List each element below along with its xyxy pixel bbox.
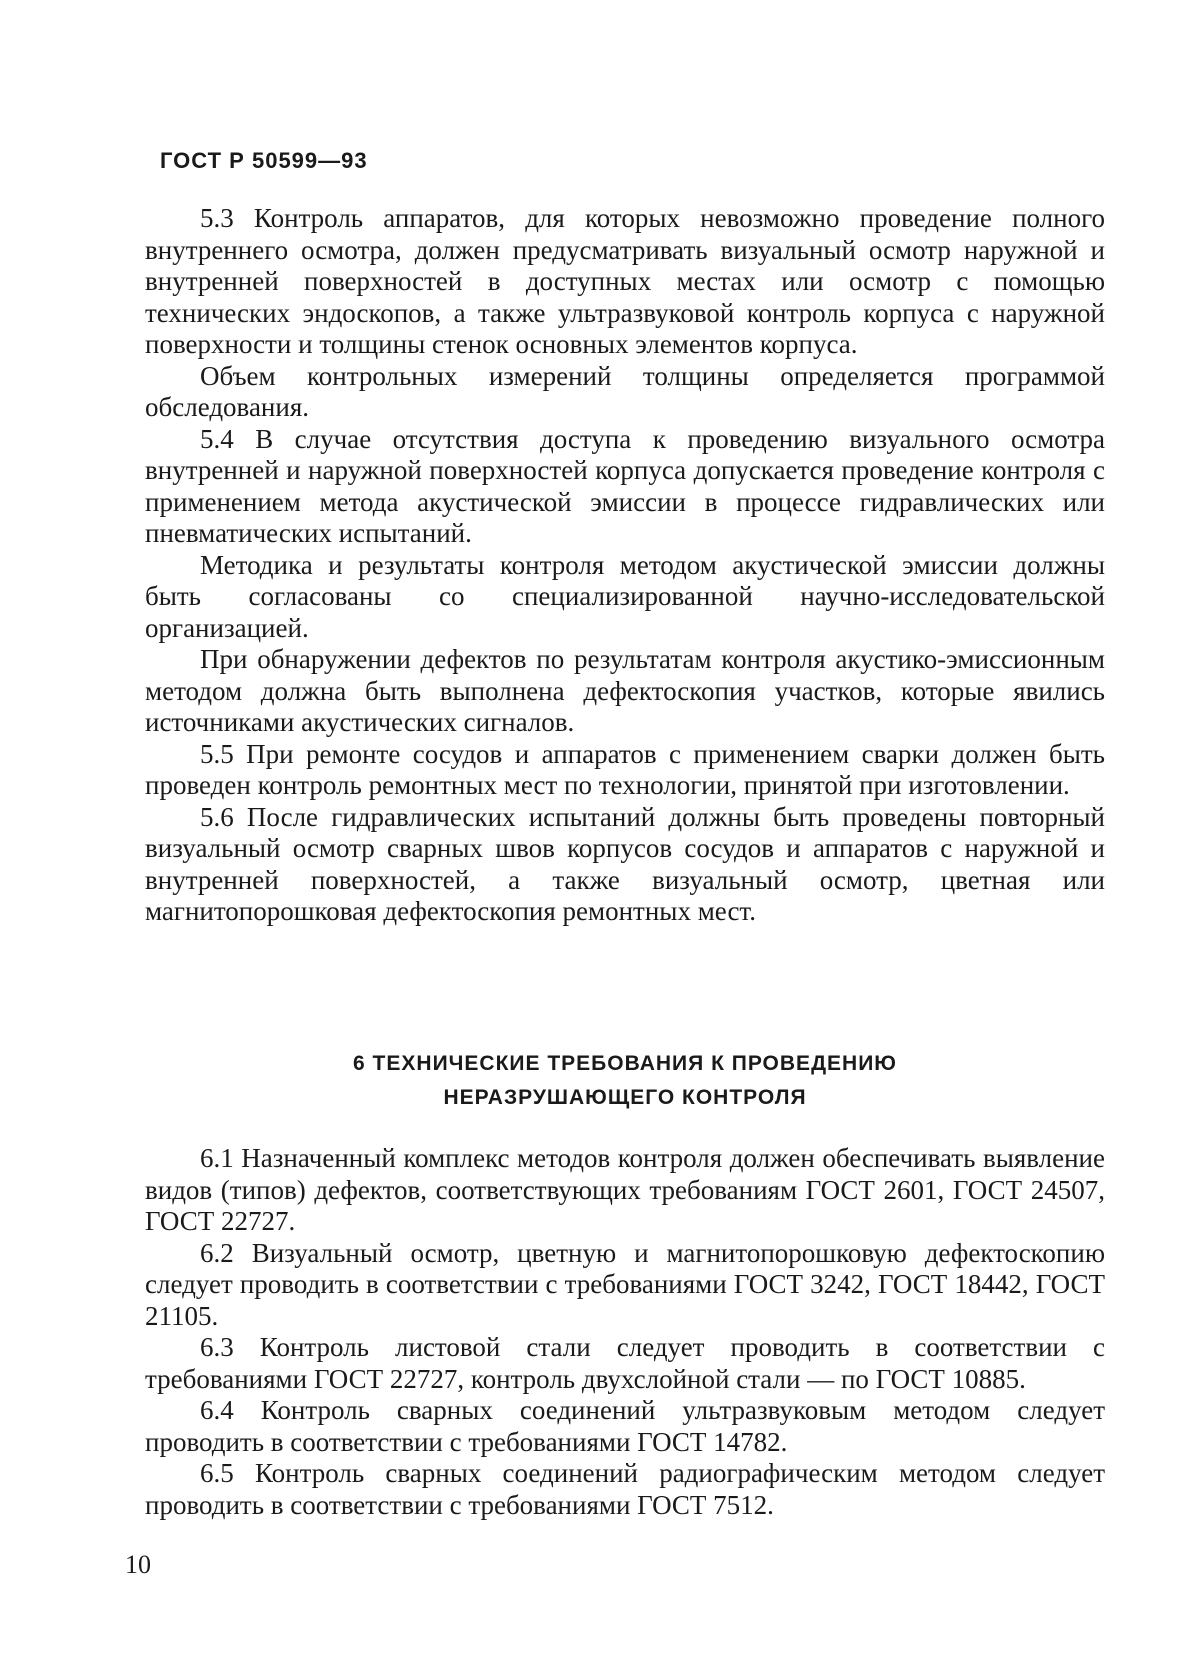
section-6-heading-line-2: НЕРАЗРУШАЮЩЕГО КОНТРОЛЯ xyxy=(443,1086,807,1109)
section-6-body xyxy=(145,1143,1105,1521)
paragraph-5-3: 5.3 Контроль аппаратов, для которых невозможно проведение полного внутреннего осмотра, должен предусматривать визуальный осмотр наружной и внутренней поверхностей в доступных местах или осмотр с помощью технических эндоскопов, а также ультразвуковой контроль корпуса с наружной поверхности и толщины стенок основных элементов корпуса. xyxy=(145,203,1105,359)
section-6-heading xyxy=(145,1047,1105,1115)
paragraph-5-4: 5.4 В случае отсутствия доступа к проведению визуального осмотра внутренней и наружной поверхностей корпуса допускается проведение контроля с применением метода акустической эмиссии в процессе гидравлических или пневматических испытаний. xyxy=(145,423,1105,548)
paragraph-6-4: 6.4 Контроль сварных соединений ультразвуковым методом следует проводить в соответствии с требованиями ГОСТ 14782. xyxy=(145,1395,1105,1457)
paragraph-6-5: 6.5 Контроль сварных соединений радиографическим методом следует проводить в соответствии с требованиями ГОСТ 7512. xyxy=(145,1458,1105,1520)
paragraph-5-5: 5.5 При ремонте сосудов и аппаратов с применением сварки должен быть проведен контроль ремонтных мест по технологии, принятой при изготовлении. xyxy=(145,738,1105,800)
section-6-heading-line-1: 6 ТЕХНИЧЕСКИЕ ТРЕБОВАНИЯ К ПРОВЕДЕНИЮ xyxy=(353,1052,897,1075)
paragraph-5-4-defects: При обнаружении дефектов по результатам контроля акустико-эмиссионным методом должна быть выполнена дефектоскопия участков, которые явились источниками акустических сигналов. xyxy=(145,644,1105,737)
page-number: 10 xyxy=(125,1550,151,1579)
running-header: ГОСТ Р 50599—93 xyxy=(160,148,368,173)
paragraph-6-3: 6.3 Контроль листовой стали следует проводить в соответствии с требованиями ГОСТ 22727, контроль двухслойной стали — по ГОСТ 10885. xyxy=(145,1332,1105,1394)
paragraph-5-4-method: Методика и результаты контроля методом акустической эмиссии должны быть согласованы со специализированной научно-исследовательской организацией. xyxy=(145,549,1105,643)
paragraph-5-3-scope: Объем контрольных измерений толщины определяется программой обследования. xyxy=(145,360,1105,422)
paragraph-6-2: 6.2 Визуальный осмотр, цветную и магнитопорошковую дефектоскопию следует проводить в соответствии с требованиями ГОСТ 3242, ГОСТ 18442, ГОСТ 21105. xyxy=(145,1237,1105,1331)
paragraph-5-6: 5.6 После гидравлических испытаний должны быть проведены повторный визуальный осмотр сварных швов корпусов сосудов и аппаратов с наружной и внутренней поверхностей, а также визуальный осмотр, цветная или магнитопорошковая дефектоскопия ремонтных мест. xyxy=(145,801,1105,926)
section-5-body xyxy=(145,203,1105,928)
paragraph-6-1: 6.1 Назначенный комплекс методов контроля должен обеспечивать выявление видов (типов) дефектов, соответствующих требованиям ГОСТ 2601, ГОСТ 24507, ГОСТ 22727. xyxy=(145,1143,1105,1236)
